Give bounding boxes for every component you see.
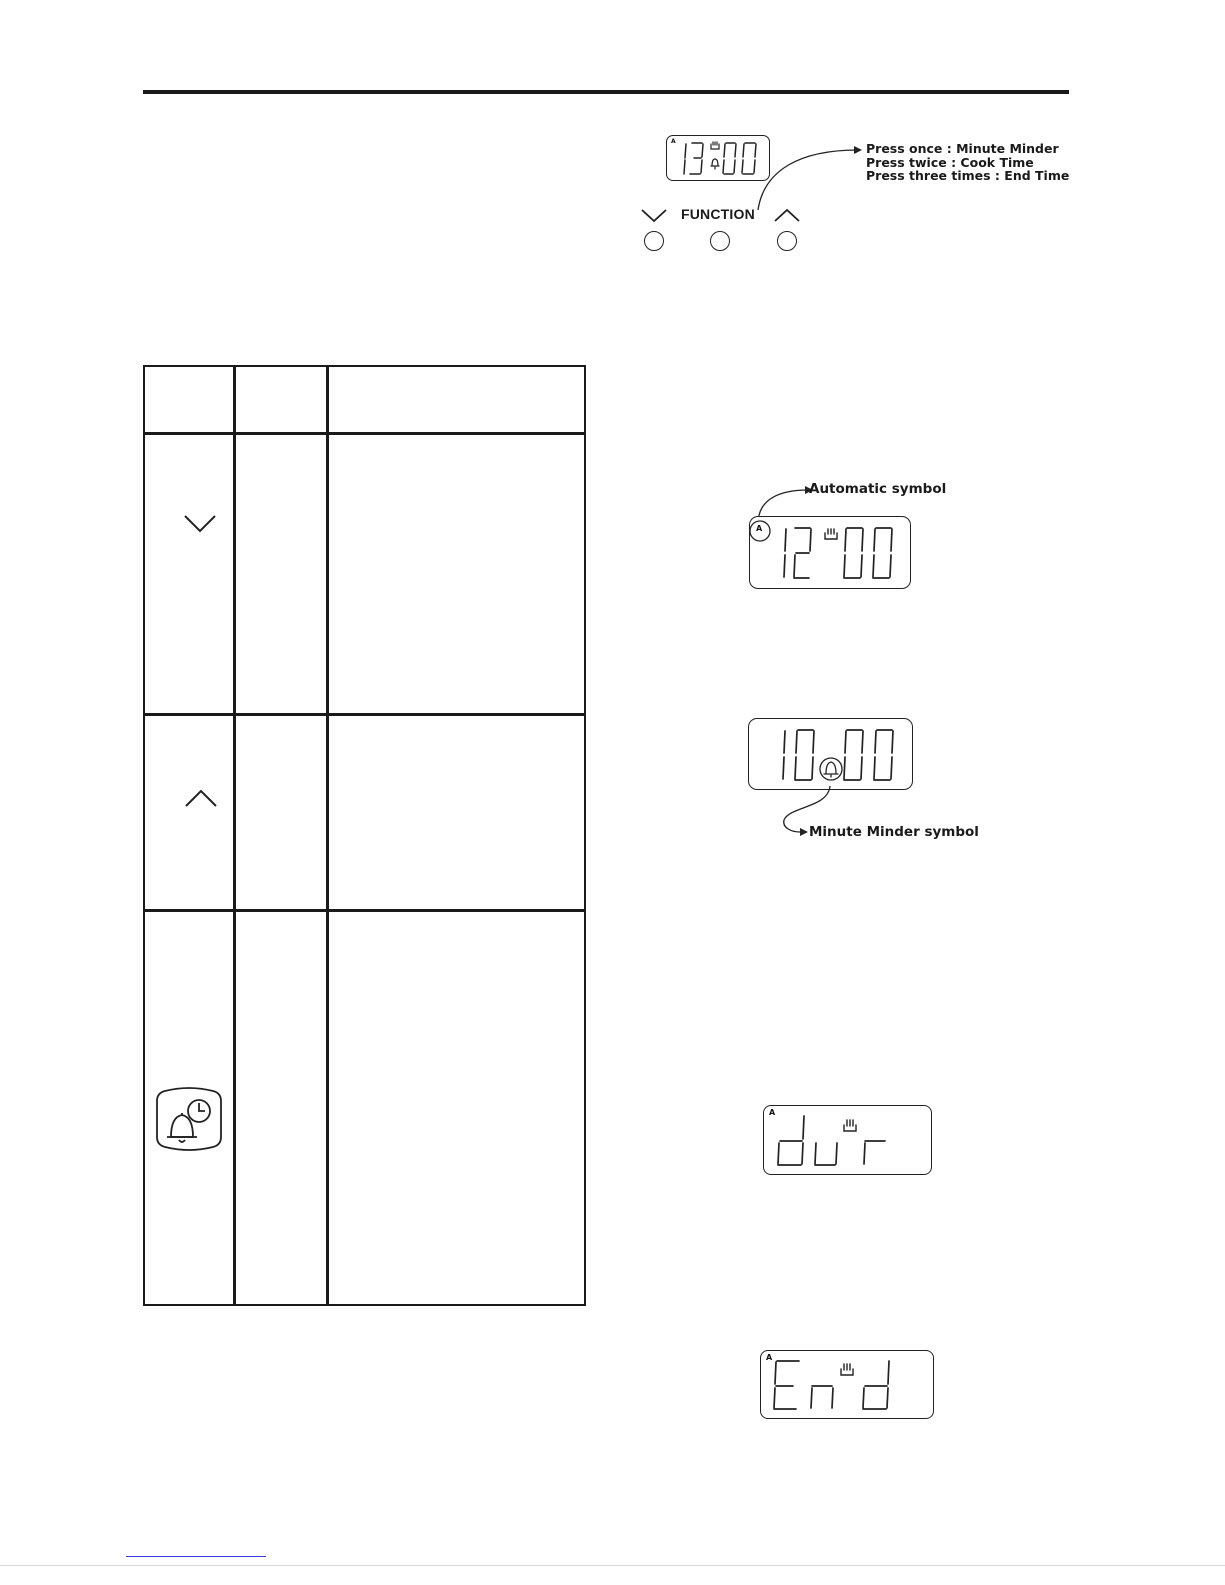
bell-clock-icon: [155, 1083, 223, 1155]
footer-rule: [0, 1565, 1225, 1566]
header-rule: [143, 90, 1069, 94]
table-chevron-up-icon: [184, 789, 218, 809]
end-display: [760, 1350, 934, 1419]
auto-indicator: A: [769, 1108, 776, 1117]
auto-indicator: A: [671, 138, 676, 145]
footer-link-underline: [126, 1556, 266, 1557]
duration-display: [763, 1105, 932, 1175]
controls-table: [143, 365, 586, 1306]
table-chevron-down-icon: [183, 513, 217, 533]
text-dur: [764, 1106, 933, 1176]
text-end: [761, 1351, 935, 1420]
auto-indicator: A: [766, 1353, 773, 1362]
function-button[interactable]: [710, 231, 730, 251]
up-button[interactable]: [777, 231, 797, 251]
chevron-up-icon: [773, 207, 801, 223]
function-label: FUNCTION: [681, 206, 755, 222]
function-callout-arrow: [750, 140, 870, 220]
time-digits-12-00: [750, 517, 912, 590]
down-button[interactable]: [644, 231, 664, 251]
callout-line-minute-minder: Press once : Minute Minder: [866, 141, 1059, 156]
callout-line-cook-time: Press twice : Cook Time: [866, 154, 1034, 170]
chevron-down-icon: [640, 207, 668, 223]
automatic-display: [749, 516, 911, 589]
automatic-symbol: A: [756, 524, 763, 533]
function-callout: [866, 142, 1069, 183]
minute-minder-symbol-label: Minute Minder symbol: [809, 824, 979, 840]
callout-line-end-time: Press three times : End Time: [866, 168, 1070, 183]
automatic-symbol-label: Automatic symbol: [809, 481, 947, 497]
